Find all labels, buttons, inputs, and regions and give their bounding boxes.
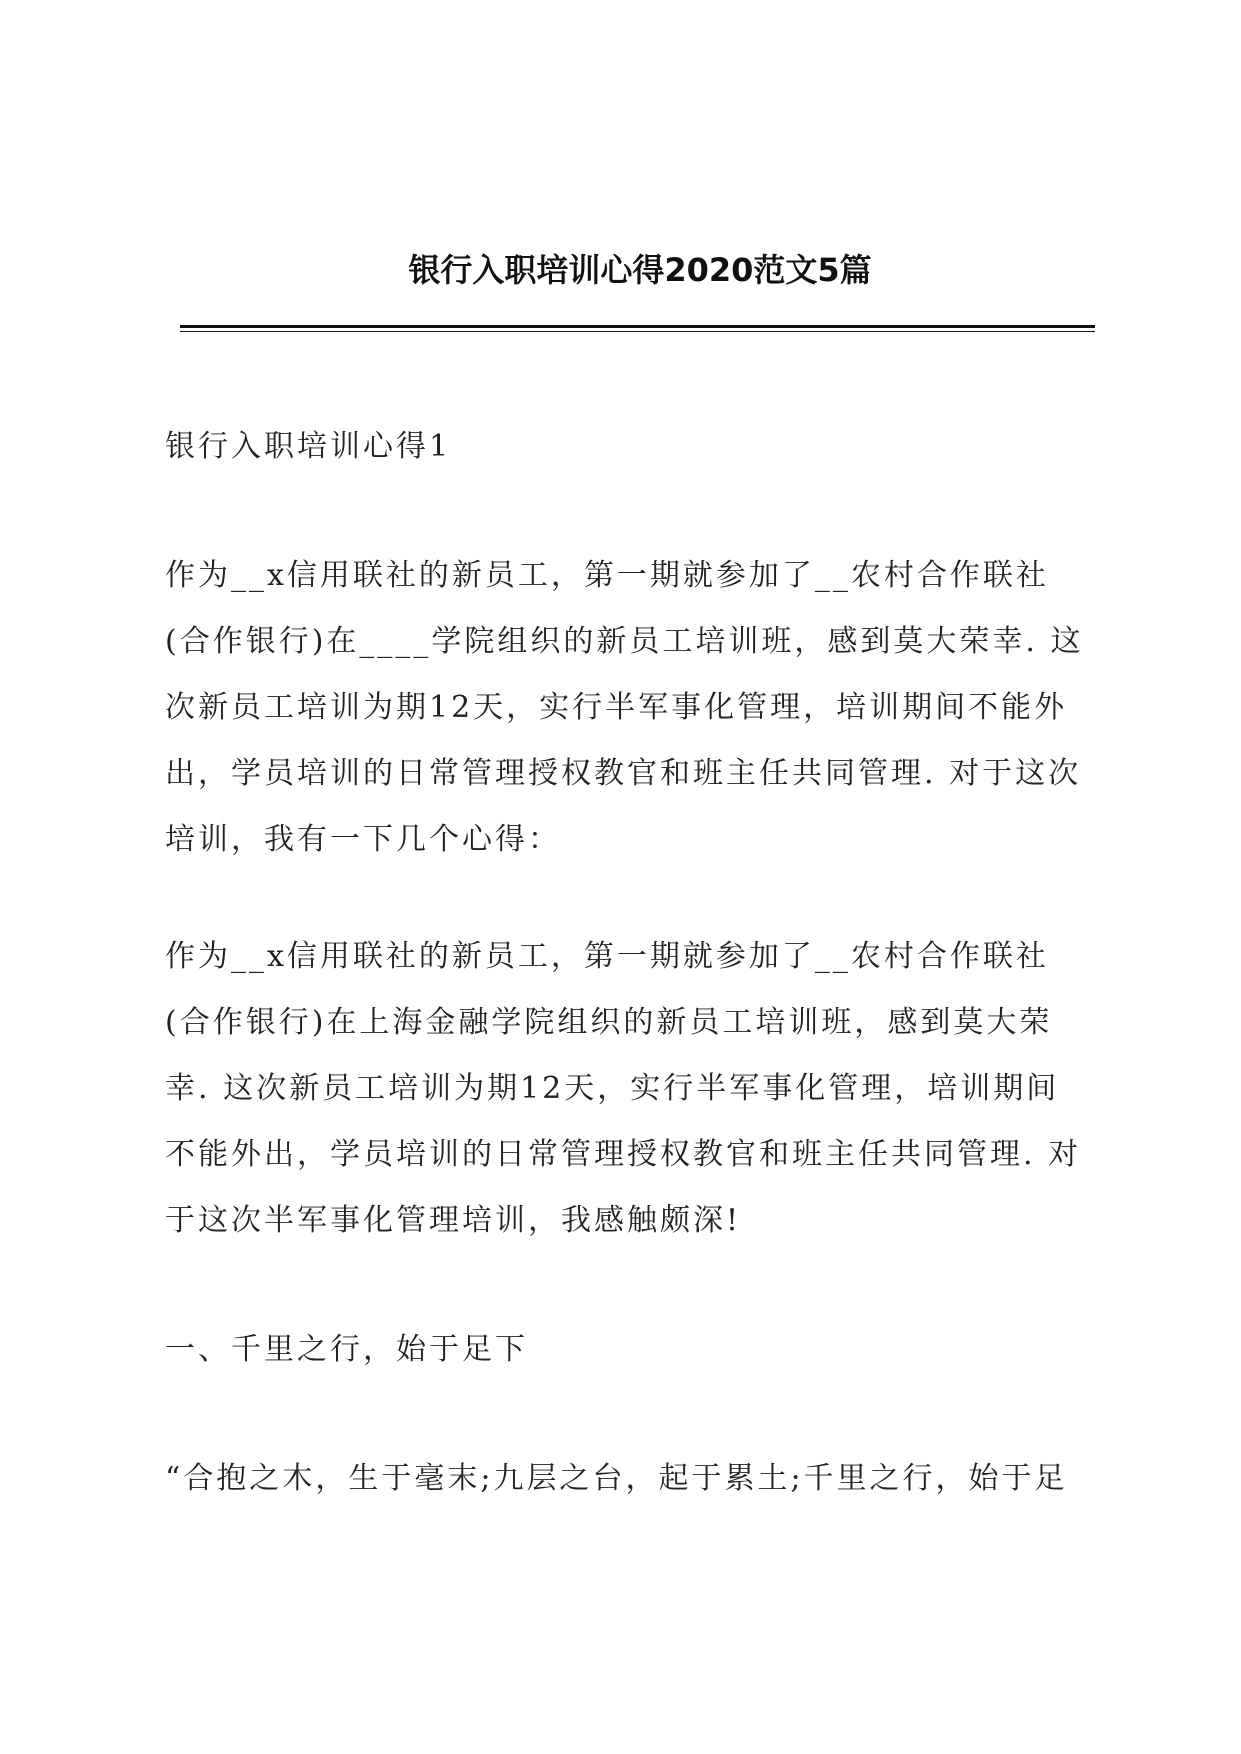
- paragraph-line: 幸. 这次新员工培训为期12天，实行半军事化管理，培训期间: [165, 1071, 1060, 1106]
- paragraph-3: [165, 1446, 1095, 1512]
- subheading: 一、千里之行，始于足下: [165, 1332, 528, 1367]
- paragraph-line: 于这次半军事化管理培训，我感触颇深!: [165, 1203, 742, 1238]
- paragraph-line: (合作银行)在____学院组织的新员工培训班，感到莫大荣幸. 这: [165, 624, 1084, 659]
- paragraph-line: 培训，我有一下几个心得：: [165, 822, 561, 857]
- title-divider-thick: [180, 325, 1095, 328]
- section-heading: 银行入职培训心得1: [165, 429, 452, 464]
- paragraph-line: 不能外出，学员培训的日常管理授权教官和班主任共同管理. 对: [165, 1137, 1082, 1172]
- paragraph-2: [165, 924, 1095, 1254]
- paragraph-1: [165, 543, 1095, 873]
- title-divider-thin: [180, 331, 1095, 332]
- paragraph-line: 出，学员培训的日常管理授权教官和班主任共同管理. 对于这次: [165, 756, 1082, 791]
- document-title: 银行入职培训心得2020范文5篇: [408, 251, 872, 289]
- paragraph-line: 作为__x信用联社的新员工，第一期就参加了__农村合作联社: [165, 558, 1049, 593]
- paragraph-line: 作为__x信用联社的新员工，第一期就参加了__农村合作联社: [165, 939, 1049, 974]
- paragraph-line: (合作银行)在上海金融学院组织的新员工培训班，感到莫大荣: [165, 1005, 1053, 1040]
- paragraph-line: “合抱之木，生于毫末;九层之台，起于累土;千里之行，始于足: [165, 1461, 1068, 1496]
- paragraph-line: 次新员工培训为期12天，实行半军事化管理，培训期间不能外: [165, 690, 1068, 725]
